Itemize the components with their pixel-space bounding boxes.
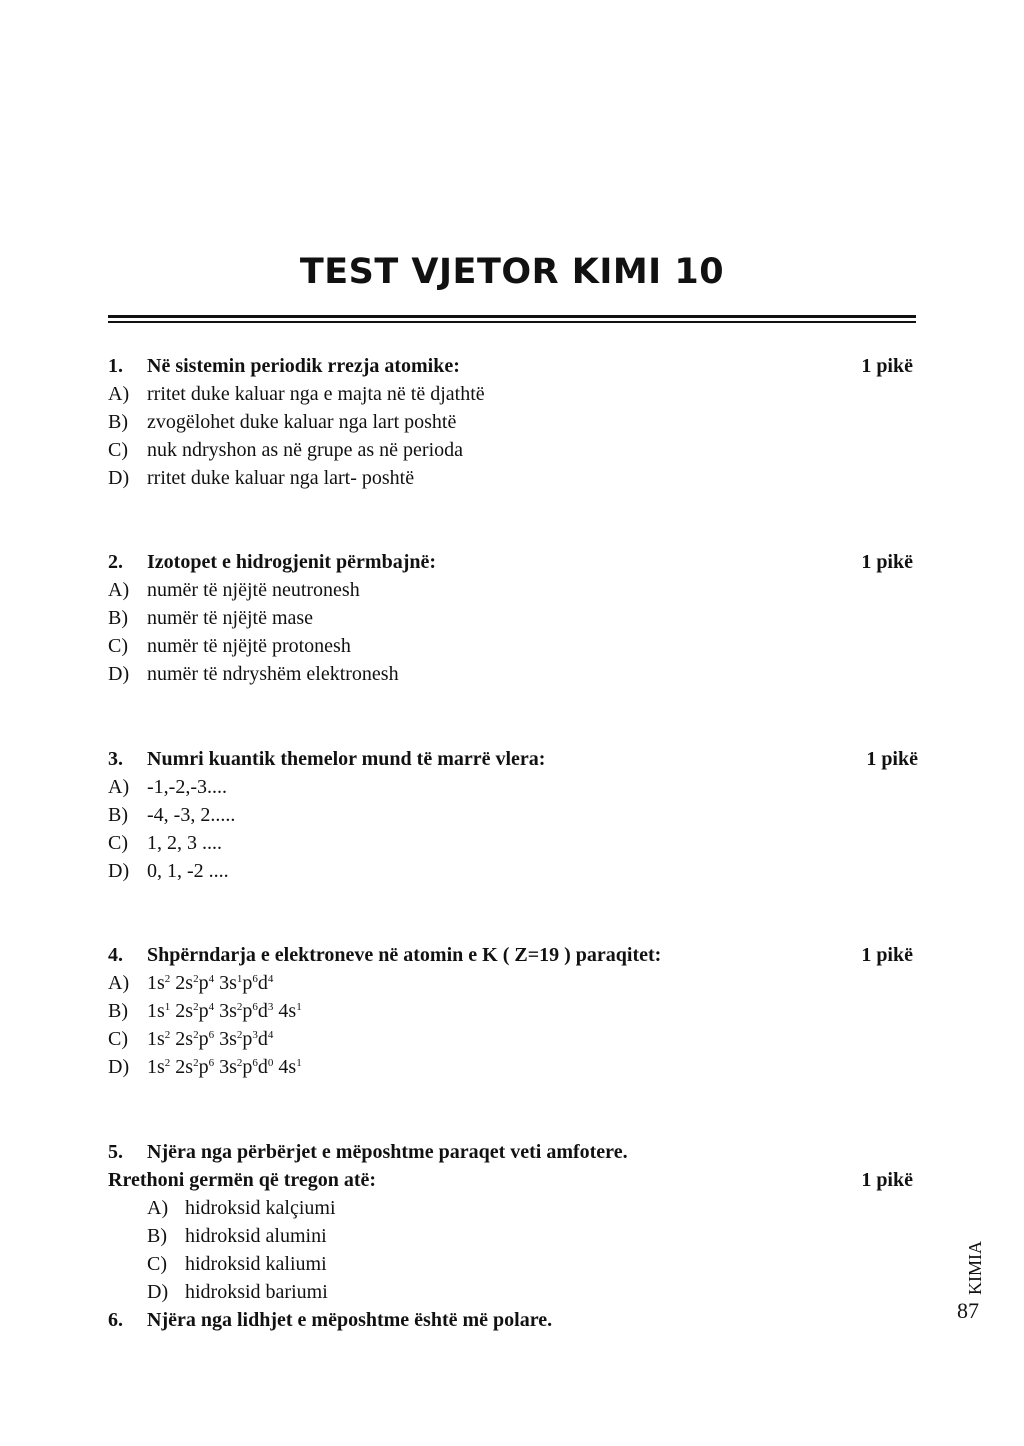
question-number: 6. bbox=[108, 1309, 123, 1331]
electron-configuration: $1s^1$ $2s^2p^4$ $3s^2p^6d^3$ $4s^1$ bbox=[147, 1000, 302, 1022]
superscript: 1 bbox=[296, 1001, 302, 1013]
option-letter: B) bbox=[147, 1225, 167, 1247]
superscript: 2 bbox=[193, 1057, 199, 1069]
option-letter: A) bbox=[147, 1197, 169, 1219]
superscript: 6 bbox=[208, 1029, 215, 1041]
option-c bbox=[108, 1025, 916, 1053]
superscript: 4 bbox=[267, 973, 274, 985]
question-2 bbox=[108, 548, 916, 688]
option-b bbox=[108, 997, 916, 1025]
option-text: hidroksid kalçiumi bbox=[185, 1197, 336, 1219]
option-d bbox=[108, 857, 916, 885]
question-instruction: Rrethoni germën që tregon atë: bbox=[108, 1169, 377, 1191]
question-3-line bbox=[108, 745, 916, 773]
option-letter: B) bbox=[108, 607, 128, 629]
option-b bbox=[108, 604, 916, 632]
superscript: 6 bbox=[252, 1001, 258, 1013]
option-letter: B) bbox=[108, 1000, 128, 1022]
question-text: Njëra nga lidhjet e mëposhtme është më polare. bbox=[147, 1309, 553, 1331]
question-points: 1 pikë bbox=[861, 551, 913, 573]
question-6-line bbox=[108, 1306, 916, 1334]
option-letter: C) bbox=[108, 1028, 128, 1050]
option-letter: C) bbox=[108, 832, 128, 854]
option-d bbox=[108, 1278, 916, 1306]
superscript: 6 bbox=[252, 973, 258, 985]
option-text: -4, -3, 2..... bbox=[147, 804, 236, 826]
superscript: 6 bbox=[252, 1057, 258, 1069]
title-rule-thin bbox=[108, 321, 916, 323]
title-rule-thick bbox=[108, 315, 916, 318]
superscript: 3 bbox=[267, 1001, 274, 1013]
question-4-line bbox=[108, 941, 916, 969]
superscript: 1 bbox=[236, 973, 243, 985]
superscript: 2 bbox=[236, 1057, 243, 1069]
option-text: rritet duke kaluar nga lart- poshtë bbox=[147, 467, 415, 489]
option-text: hidroksid kaliumi bbox=[185, 1253, 327, 1275]
page-number: 87 bbox=[957, 1298, 979, 1323]
electron-configuration: $1s^2$ $2s^2p^6$ $3s^2p^3d^4$ bbox=[147, 1028, 274, 1050]
option-letter: D) bbox=[108, 1056, 130, 1078]
option-text: 1, 2, 3 .... bbox=[147, 832, 222, 854]
superscript: 2 bbox=[164, 973, 171, 985]
superscript: 2 bbox=[193, 973, 199, 985]
option-text: numër të njëjtë mase bbox=[147, 607, 314, 629]
subject-side-label-text: KIMIA bbox=[965, 1241, 985, 1295]
option-c bbox=[108, 1250, 916, 1278]
superscript: 2 bbox=[236, 1001, 243, 1013]
question-points: 1 pikë bbox=[861, 355, 913, 377]
option-text: rritet duke kaluar nga e majta në të djathtë bbox=[147, 383, 485, 405]
option-b bbox=[108, 408, 916, 436]
question-5-line bbox=[108, 1138, 916, 1166]
option-d bbox=[108, 1053, 916, 1081]
option-letter: D) bbox=[108, 467, 130, 489]
question-points: 1 pikë bbox=[861, 944, 913, 966]
superscript: 6 bbox=[208, 1057, 215, 1069]
option-text: 0, 1, -2 .... bbox=[147, 860, 229, 882]
option-letter: D) bbox=[108, 663, 130, 685]
option-a bbox=[108, 969, 916, 997]
option-letter: C) bbox=[108, 635, 128, 657]
option-a bbox=[108, 576, 916, 604]
subject-side-label bbox=[964, 1240, 986, 1296]
option-text: -1,-2,-3.... bbox=[147, 776, 227, 798]
option-c bbox=[108, 436, 916, 464]
question-number: 1. bbox=[108, 355, 123, 377]
electron-configuration: $1s^2$ $2s^2p^6$ $3s^2p^6d^0$ $4s^1$ bbox=[147, 1056, 302, 1078]
option-text: numër të njëjtë protonesh bbox=[147, 635, 351, 657]
option-letter: C) bbox=[147, 1253, 167, 1275]
option-text: nuk ndryshon as në grupe as në perioda bbox=[147, 439, 464, 461]
option-letter: A) bbox=[108, 776, 130, 798]
question-3 bbox=[108, 745, 916, 885]
question-number: 5. bbox=[108, 1141, 123, 1163]
page-title: TEST VJETOR KIMI 10 bbox=[299, 252, 725, 292]
superscript: 1 bbox=[296, 1057, 302, 1069]
option-a bbox=[108, 1194, 916, 1222]
superscript: 2 bbox=[164, 1029, 171, 1041]
question-number: 2. bbox=[108, 551, 123, 573]
option-letter: D) bbox=[108, 860, 130, 882]
option-letter: B) bbox=[108, 804, 128, 826]
option-b bbox=[108, 1222, 916, 1250]
question-text: Në sistemin periodik rrezja atomike: bbox=[147, 355, 460, 377]
option-c bbox=[108, 632, 916, 660]
option-letter: C) bbox=[108, 439, 128, 461]
question-4 bbox=[108, 941, 916, 1081]
question-text: Izotopet e hidrogjenit përmbajnë: bbox=[147, 551, 437, 573]
question-5-instruction-line bbox=[108, 1166, 916, 1194]
superscript: 4 bbox=[208, 973, 215, 985]
option-text: hidroksid bariumi bbox=[185, 1281, 328, 1303]
option-letter: D) bbox=[147, 1281, 169, 1303]
superscript: 0 bbox=[267, 1057, 274, 1069]
superscript: 2 bbox=[236, 1029, 243, 1041]
question-points: 1 pikë bbox=[861, 1169, 913, 1191]
question-text: Numri kuantik themelor mund të marrë vlera: bbox=[147, 748, 546, 770]
question-text: Njëra nga përbërjet e mëposhtme paraqet veti amfotere. bbox=[147, 1141, 628, 1163]
superscript: 2 bbox=[193, 1029, 199, 1041]
superscript: 4 bbox=[208, 1001, 215, 1013]
option-d bbox=[108, 464, 916, 492]
question-5 bbox=[108, 1138, 916, 1334]
option-text: hidroksid alumini bbox=[185, 1225, 327, 1247]
option-a bbox=[108, 380, 916, 408]
electron-configuration: $1s^2$ $2s^2p^4$ $3s^1p^6d^4$ bbox=[147, 972, 274, 994]
option-letter: B) bbox=[108, 411, 128, 433]
question-number: 3. bbox=[108, 748, 123, 770]
option-letter: A) bbox=[108, 579, 130, 601]
option-text: numër të njëjtë neutronesh bbox=[147, 579, 360, 601]
option-b bbox=[108, 801, 916, 829]
option-text: zvogëlohet duke kaluar nga lart poshtë bbox=[147, 411, 457, 433]
option-a bbox=[108, 773, 916, 801]
option-d bbox=[108, 660, 916, 688]
option-c bbox=[108, 829, 916, 857]
option-letter: A) bbox=[108, 383, 130, 405]
question-text: Shpërndarja e elektroneve në atomin e K ( Z=19 ) paraqitet: bbox=[147, 944, 662, 966]
superscript: 2 bbox=[193, 1001, 199, 1013]
question-1 bbox=[108, 352, 916, 492]
superscript: 3 bbox=[252, 1029, 258, 1041]
superscript: 1 bbox=[164, 1001, 171, 1013]
question-number: 4. bbox=[108, 944, 123, 966]
question-1-line bbox=[108, 352, 916, 380]
superscript: 2 bbox=[164, 1057, 171, 1069]
question-points: 1 pikë bbox=[866, 748, 918, 770]
question-2-line bbox=[108, 548, 916, 576]
option-letter: A) bbox=[108, 972, 130, 994]
superscript: 4 bbox=[267, 1029, 274, 1041]
option-text: numër të ndryshëm elektronesh bbox=[147, 663, 399, 685]
